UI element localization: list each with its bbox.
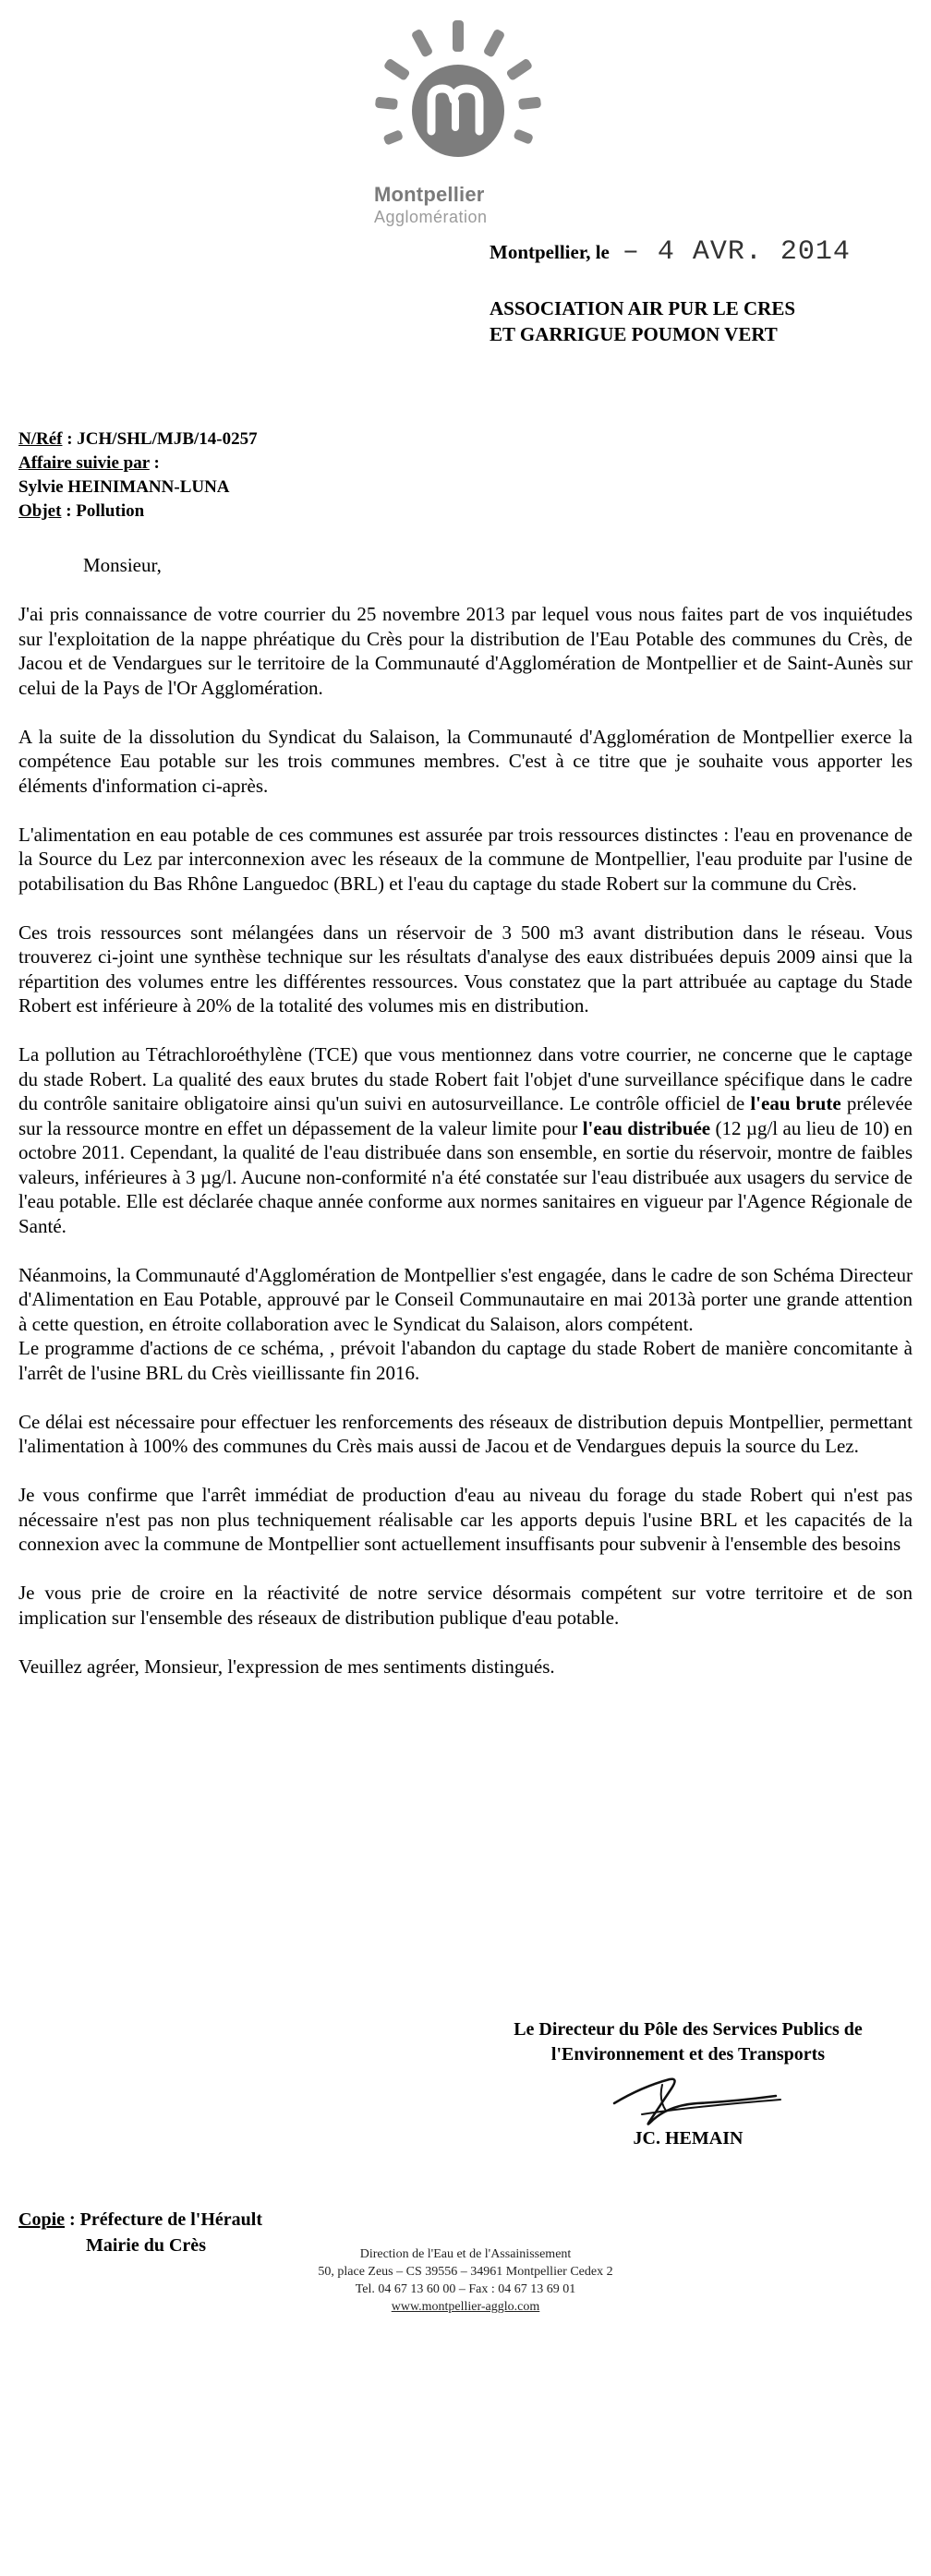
signatory-title bbox=[462, 2017, 914, 2067]
objet-line bbox=[18, 500, 258, 524]
recipient-line-1: ASSOCIATION AIR PUR LE CRES bbox=[490, 297, 796, 319]
recipient-line-2: ET GARRIGUE POUMON VERT bbox=[490, 323, 778, 345]
paragraph-7: Le programme d'actions de ce schéma, , prévoit l'abandon du captage du stade Robert de manière concomitante à l'arrêt de l'usine BRL du Crès vieillissante fin 2016. bbox=[18, 1337, 913, 1384]
letter-body bbox=[18, 602, 913, 1703]
signatory-title-line-1: Le Directeur du Pôle des Services Publics de bbox=[514, 2019, 863, 2040]
reference-value: : JCH/SHL/MJB/14-0257 bbox=[62, 429, 258, 449]
paragraph-1: J'ai pris connaissance de votre courrier du 25 novembre 2013 par lequel vous nous faites part de vos inquiétudes sur l'exploitation de la nappe phréatique du Crès pour la distribution de l'Eau Potable des communes du Crès, de Jacou et de Vendargues sur le territoire de la Communauté d'Agglomération de Montpellier et de Saint-Aunès sur celui de la Pays de l'Or Agglomération. bbox=[18, 603, 913, 699]
copy-line-1 bbox=[18, 2207, 262, 2233]
objet-value: : Pollution bbox=[61, 501, 145, 521]
emphasis-eau-distribuee: l'eau distribuée bbox=[582, 1116, 711, 1139]
paragraph-5-part-c: prélevée sur la ressource montre en effet un dépassement de la valeur limite pour bbox=[18, 1092, 913, 1139]
affaire-person: Sylvie HEINIMANN-LUNA bbox=[18, 477, 230, 497]
reference-line bbox=[18, 427, 258, 451]
date-prefix: Montpellier, le bbox=[490, 241, 610, 263]
references-block bbox=[18, 427, 258, 524]
emphasis-eau-brute: l'eau brute bbox=[750, 1092, 841, 1114]
date-stamp: – 4 AVR. 2014 bbox=[622, 236, 851, 268]
affaire-line bbox=[18, 451, 258, 475]
paragraph-2: A la suite de la dissolution du Syndicat du Salaison, la Communauté d'Agglomération de Montpellier exerce la compétence Eau potable sur les trois communes membres. C'est à ce titre que je souhaite vous apporter les éléments d'information ci-après. bbox=[18, 725, 913, 797]
footer-line-1: Direction de l'Eau et de l'Assainissement bbox=[359, 2247, 572, 2261]
copy-label: Copie bbox=[18, 2209, 65, 2230]
affaire-colon: : bbox=[149, 453, 160, 473]
paragraph-5-part-a: La pollution au Tétrachloroéthylène (TCE) que vous mentionnez dans votre courrier, ne concerne que le captage du stade Robert. La qualité des eaux brutes du stade Robert fait l'objet d'une surveillance spécifique dans le cadre du contrôle sanitaire obligatoire ainsi qu'un suivi en autosurveillance. Le contrôle officiel de bbox=[18, 1043, 913, 1114]
paragraph-3: L'alimentation en eau potable de ces communes est assurée par trois ressources distinctes : l'eau en provenance de la Source du Lez par interconnexion avec les réseaux de la commune de Montpellier, l'eau produite par l'usine de potabilisation du Bas Rhône Languedoc (BRL) et l'eau du captage du stade Robert sur la commune du Crès. bbox=[18, 823, 913, 895]
paragraph-9: Je vous confirme que l'arrêt immédiat de production d'eau au niveau du forage du stade Robert qui n'est pas nécessaire n'est pas non plus techniquement réalisable car les apports depuis l'usine BRL et les capacités de la connexion avec la commune de Montpellier sont actuellement insuffisants pour subvenir à l'ensemble des besoins bbox=[18, 1484, 913, 1555]
footer-line-2: 50, place Zeus – CS 39556 – 34961 Montpellier Cedex 2 bbox=[318, 2265, 613, 2279]
montpellier-agglomeration-logo bbox=[365, 18, 550, 226]
logo-name: Montpellier bbox=[374, 183, 485, 206]
handwritten-signature-icon bbox=[605, 2068, 790, 2133]
recipient-address bbox=[490, 295, 795, 347]
paragraph-8: Ce délai est nécessaire pour effectuer les renforcements des réseaux de distribution depuis Montpellier, permettant l'alimentation à 100% des communes du Crès mais aussi de Jacou et de Vendargues depuis la source du Lez. bbox=[18, 1410, 913, 1457]
copy-recipient-2: Mairie du Crès bbox=[86, 2235, 206, 2256]
sun-m-logo-icon bbox=[365, 18, 550, 185]
paragraph-5-part-e: (12 µg/l au lieu de 10) en octobre 2011. Cependant, la qualité de l'eau distribuée dans son ensemble, en sortie du réservoir, montre de faibles valeurs, inférieures à 3 µg/l. Aucune non-conformité n'a été constatée sur l'eau distribuée aux usagers du service de l'eau potable. Elle est déclarée chaque année conforme aux normes sanitaires en vigueur par l'Agence Régionale de Santé. bbox=[18, 1116, 913, 1237]
reference-label: N/Réf bbox=[18, 429, 63, 449]
copy-recipient-1: : Préfecture de l'Hérault bbox=[65, 2209, 262, 2230]
paragraph-6: Néanmoins, la Communauté d'Agglomération de Montpellier s'est engagée, dans le cadre de son Schéma Directeur d'Alimentation en Eau Potable, approuvé par le Conseil Communautaire en mai 2013à porter une grande attention à cette question, en étroite collaboration avec le Syndicat du Salaison, alors compétent. bbox=[18, 1263, 913, 1335]
paragraph-4: Ces trois ressources sont mélangées dans un réservoir de 3 500 m3 avant distribution dans le réseau. Vous trouverez ci-joint une synthèse technique sur les résultats d'analyse des eaux distribuées depuis 2009 ainsi que la répartition des volumes entre les différentes ressources. Vous constatez que la part attribuée au captage du Stade Robert est inférieure à 20% de la totalité des volumes mis en distribution. bbox=[18, 921, 913, 1017]
signatory-title-line-2: l'Environnement et des Transports bbox=[550, 2044, 826, 2064]
copies-block bbox=[18, 2207, 262, 2258]
footer-line-3: Tel. 04 67 13 60 00 – Fax : 04 67 13 69 01 bbox=[355, 2282, 576, 2296]
signatory-name: JC. HEMAIN bbox=[633, 2128, 744, 2149]
logo-subtitle: Agglomération bbox=[374, 208, 488, 226]
paragraph-5 bbox=[18, 1042, 913, 1238]
objet-label: Objet bbox=[18, 501, 62, 521]
paragraph-10: Je vous prie de croire en la réactivité de notre service désormais compétent sur votre territoire et de son implication sur l'ensemble des réseaux de distribution publique d'eau potable. bbox=[18, 1582, 913, 1629]
footer-website-link[interactable]: www.montpellier-agglo.com bbox=[391, 2300, 540, 2314]
footer-address bbox=[235, 2245, 696, 2316]
date-line bbox=[490, 236, 851, 268]
closing-formula: Veuillez agréer, Monsieur, l'expression de mes sentiments distingués. bbox=[18, 1655, 555, 1678]
affaire-label: Affaire suivie par bbox=[18, 453, 150, 473]
salutation: Monsieur, bbox=[83, 554, 162, 576]
